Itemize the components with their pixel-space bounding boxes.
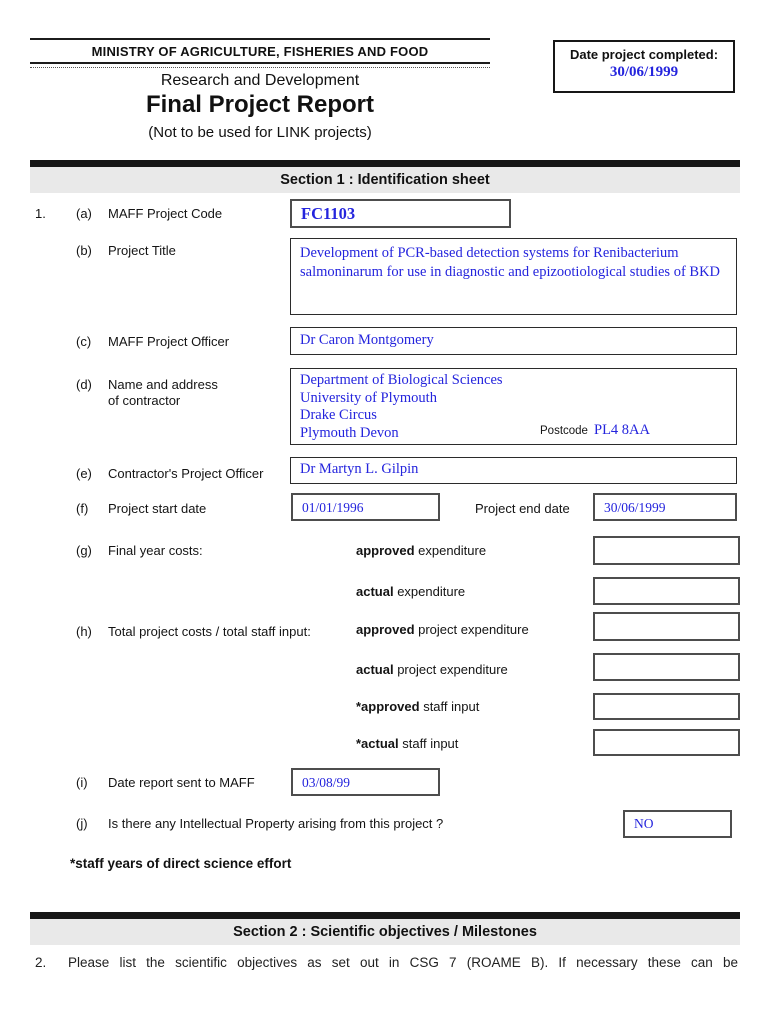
address-line: Department of Biological Sciences xyxy=(300,372,503,388)
letterhead-top-rule xyxy=(30,38,490,40)
postcode-value: PL4 8AA xyxy=(594,422,650,438)
report-sent-date-field[interactable] xyxy=(291,768,440,796)
report-note: (Not to be used for LINK projects) xyxy=(148,124,372,141)
section1-black-rule xyxy=(30,160,740,167)
report-subtitle: Research and Development xyxy=(160,72,360,89)
intellectual-property-value: NO xyxy=(634,816,654,831)
approved-staff-input-field[interactable] xyxy=(593,693,740,720)
label-bold-part: *approved xyxy=(356,699,420,714)
ministry-heading: MINISTRY OF AGRICULTURE, FISHERIES AND FOOD xyxy=(91,44,429,59)
address-line: University of Plymouth xyxy=(300,389,437,406)
field-c-key: (c) xyxy=(76,334,92,349)
start-date-field[interactable] xyxy=(291,493,440,521)
label-rest-part: expenditure xyxy=(393,584,466,599)
field-i-label: Date report sent to MAFF xyxy=(108,775,255,790)
label-bold-part: actual xyxy=(356,584,394,599)
section2-black-rule xyxy=(30,912,740,919)
project-title-value: Development of PCR-based detection systems for Renibacterium salmoninarum for use in diagnostic and epizootiological studies of BKD xyxy=(300,245,721,280)
date-completed-value: 30/06/1999 xyxy=(609,64,679,80)
field-e-label: Contractor's Project Officer xyxy=(108,466,264,481)
actual-expenditure-field[interactable] xyxy=(593,577,740,605)
label-rest-part: project expenditure xyxy=(393,662,508,677)
field-i-key: (i) xyxy=(76,775,88,790)
date-completed-label: Date project completed: xyxy=(569,47,719,62)
intellectual-property-field[interactable] xyxy=(623,810,732,838)
field-a-key: (a) xyxy=(76,206,92,221)
date-completed-box[interactable] xyxy=(553,40,735,93)
label-rest-part: expenditure xyxy=(414,543,487,558)
field-d-label xyxy=(108,377,218,409)
end-date-label: Project end date xyxy=(475,501,570,516)
report-sent-date-value: 03/08/99 xyxy=(302,775,351,790)
field-g-label: Final year costs: xyxy=(108,543,203,558)
end-date-value: 30/06/1999 xyxy=(604,500,666,515)
actual-staff-input-label xyxy=(356,736,458,751)
section2-title: Section 2 : Scientific objectives / Milestones xyxy=(30,919,740,945)
project-code-value: FC1103 xyxy=(301,204,356,223)
project-title-field[interactable] xyxy=(290,238,737,315)
approved-project-expenditure-label xyxy=(356,622,529,637)
field-j-key: (j) xyxy=(76,816,88,831)
field-g-key: (g) xyxy=(76,543,92,558)
label-bold-part: actual xyxy=(356,662,394,677)
section2-bar xyxy=(30,912,740,945)
field-h-label: Total project costs / total staff input: xyxy=(108,624,311,639)
label-rest-part: project expenditure xyxy=(414,622,529,637)
report-title: Final Project Report xyxy=(145,91,375,118)
label-bold-part: approved xyxy=(356,543,415,558)
maff-officer-value: Dr Caron Montgomery xyxy=(300,332,434,348)
approved-staff-input-label xyxy=(356,699,479,714)
item-2-number: 2. xyxy=(35,955,47,970)
label-rest-part: staff input xyxy=(398,736,459,751)
letterhead-double-rule xyxy=(30,62,490,68)
contractor-officer-value: Dr Martyn L. Gilpin xyxy=(300,461,419,477)
actual-project-expenditure-field[interactable] xyxy=(593,653,740,681)
actual-staff-input-field[interactable] xyxy=(593,729,740,756)
approved-expenditure-field[interactable] xyxy=(593,536,740,565)
field-j-label: Is there any Intellectual Property arising from this project ? xyxy=(108,816,444,831)
address-line: Plymouth Devon xyxy=(300,424,399,441)
start-date-value: 01/01/1996 xyxy=(302,500,364,515)
item-1-number: 1. xyxy=(35,206,46,221)
label-bold-part: approved xyxy=(356,622,415,637)
field-b-label: Project Title xyxy=(108,243,176,258)
field-e-key: (e) xyxy=(76,466,92,481)
maff-officer-field[interactable] xyxy=(290,327,737,355)
end-date-field[interactable] xyxy=(593,493,737,521)
label-bold-part: *actual xyxy=(356,736,399,751)
field-b-key: (b) xyxy=(76,243,92,258)
approved-project-expenditure-field[interactable] xyxy=(593,612,740,641)
contractor-officer-field[interactable] xyxy=(290,457,737,484)
project-code-field[interactable] xyxy=(290,199,511,228)
field-c-label: MAFF Project Officer xyxy=(108,334,230,349)
field-f-label: Project start date xyxy=(108,501,207,516)
field-d-label-line2: of contractor xyxy=(108,393,181,408)
section1-bar xyxy=(30,160,740,193)
actual-expenditure-label xyxy=(356,584,465,599)
actual-project-expenditure-label xyxy=(356,662,508,677)
approved-expenditure-label xyxy=(356,543,486,558)
staff-years-footnote: *staff years of direct science effort xyxy=(70,856,292,871)
section1-title: Section 1 : Identification sheet xyxy=(30,167,740,193)
field-h-key: (h) xyxy=(76,624,92,639)
field-d-key: (d) xyxy=(76,377,92,392)
postcode-label: Postcode xyxy=(540,425,588,437)
field-a-label: MAFF Project Code xyxy=(108,206,223,221)
field-d-label-line1: Name and address xyxy=(108,377,218,392)
section2-paragraph: Please list the scientific objectives as set out in CSG 7 (ROAME B). If necessary these can be xyxy=(68,955,738,970)
address-line: Drake Circus xyxy=(300,407,377,423)
contractor-address-field[interactable] xyxy=(290,368,737,445)
field-f-key: (f) xyxy=(76,501,89,516)
label-rest-part: staff input xyxy=(419,699,480,714)
